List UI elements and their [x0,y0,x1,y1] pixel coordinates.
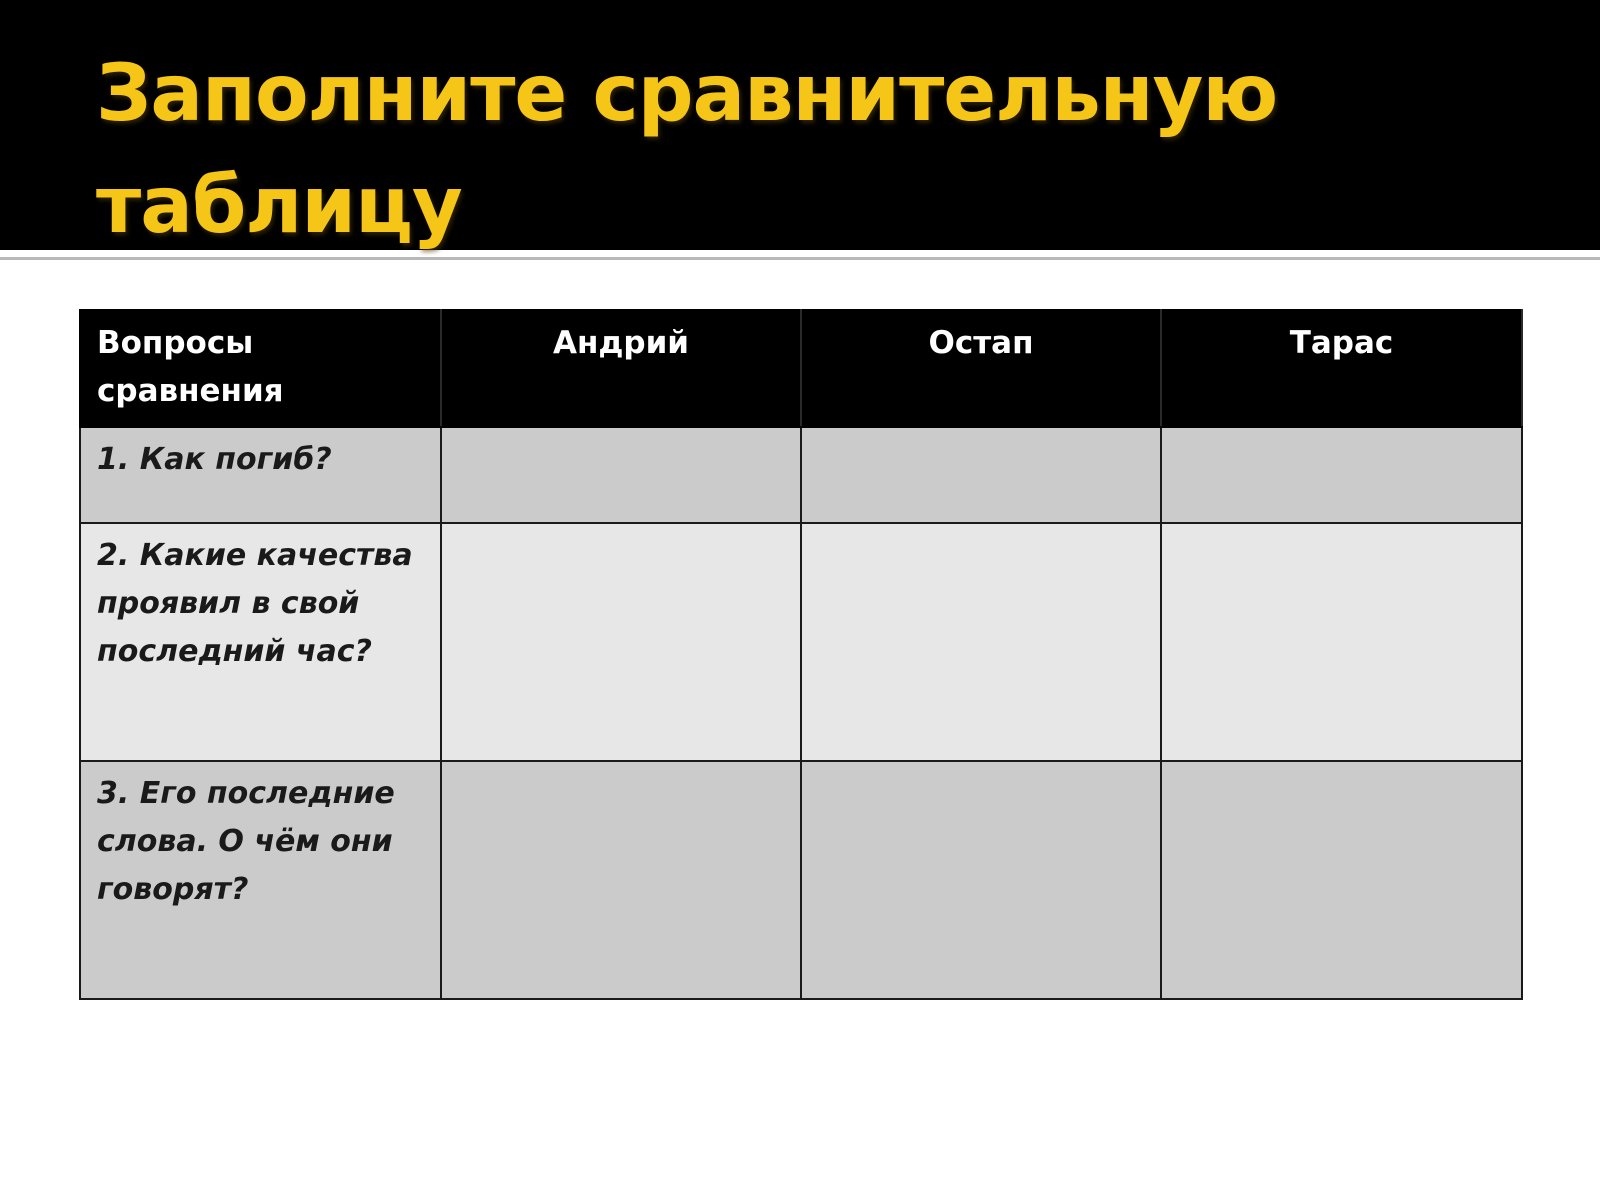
table-row [80,523,1522,761]
table-row [80,761,1522,999]
answer-cell-ostap[interactable] [801,427,1161,523]
answer-cell-taras[interactable] [1161,523,1522,761]
comparison-table [79,309,1523,1000]
answer-cell-ostap[interactable] [801,523,1161,761]
header-ostap: Остап [801,310,1161,427]
title-bar [0,0,1600,250]
title-divider [0,257,1600,260]
answer-cell-andriy[interactable] [441,761,801,999]
question-cell: 2. Какие качества проявил в свой последний час? [80,523,441,761]
answer-cell-taras[interactable] [1161,761,1522,999]
question-cell: 3. Его последние слова. О чём они говорят? [80,761,441,999]
question-cell: 1. Как погиб? [80,427,441,523]
table-row [80,427,1522,523]
header-andriy: Андрий [441,310,801,427]
slide-title: Заполните сравнительную таблицу [96,49,1278,251]
table-header-row [80,310,1522,427]
answer-cell-andriy[interactable] [441,427,801,523]
header-taras: Тарас [1161,310,1522,427]
answer-cell-ostap[interactable] [801,761,1161,999]
header-questions: Вопросы сравнения [80,310,441,427]
answer-cell-taras[interactable] [1161,427,1522,523]
answer-cell-andriy[interactable] [441,523,801,761]
